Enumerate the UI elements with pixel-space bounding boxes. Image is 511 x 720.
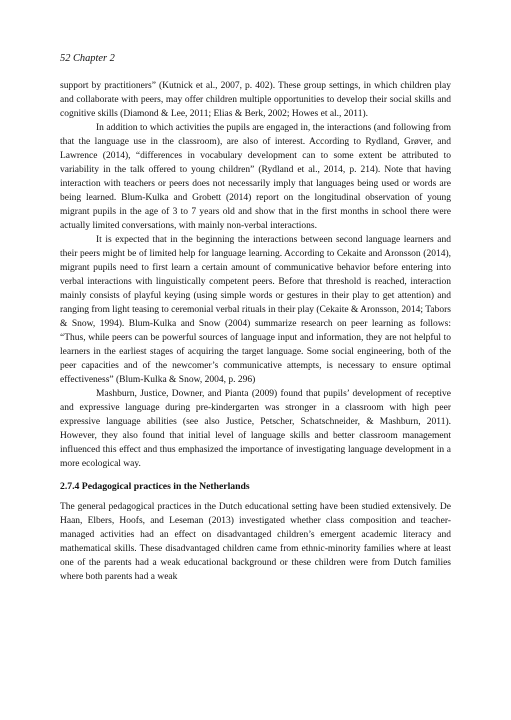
paragraph-interactions: In addition to which activities the pupils are engaged in, the interactions (and following from that the language use in the classroom), are also of interest. According to Rydland, Grøver, and Lawrence (2014), “differences in vocabulary development can to some extent be attributed to variability in the talk offered to young children” (Rydland et al., 2014, p. 214). Note that having interaction with teachers or peers does not necessarily imply that languages being used or words are being learned. Blum-Kulka and Grobett (2014) report on the longitudinal observation of young migrant pupils in the age of 3 to 7 years old and show that in the first months in school there were actually limited conversations, with mainly non-verbal interactions. xyxy=(60,123,451,231)
section-heading: 2.7.4 Pedagogical practices in the Netherlands xyxy=(60,481,250,492)
paragraph-second-language-learners: It is expected that in the beginning the interactions between second language learners and their peers might be of limited help for language learning. According to Cekaite and Aronsson (2014), migrant pupils need to first learn a certain amount of communicative behavior before entering into verbal interactions with linguistically competent peers. Before that threshold is reached, interaction mainly consists of playful keying (using simple words or gestures in their play to get attention) and ranging from light teasing to ceremonial verbal rituals in their play (Cekaite & Aronsson, 2014; Tabors & Snow, 1994). Blum-Kulka and Snow (2004) summarize research on peer learning as follows: “Thus, while peers can be powerful sources of language input and information, they are not helpful to learners in the earliest stages of acquiring the target language. Some social engineering, both of the peer capacities and of the newcomer’s communicative attempts, is necessary to ensure optimal effectiveness” (Blum-Kulka & Snow, 2004, p. 296) xyxy=(60,235,451,385)
paragraph-continuation: support by practitioners” (Kutnick et al., 2007, p. 402). These group settings, in which children play and collaborate with peers, may offer children multiple opportunities to develop their social skills and cognitive skills (Diamond & Lee, 2011; Elias & Berk, 2002; Howes et al., 2011). xyxy=(60,81,451,119)
running-head: 52 Chapter 2 xyxy=(60,53,115,64)
paragraph-mashburn: Mashburn, Justice, Downer, and Pianta (2009) found that pupils’ development of receptive and expressive language during pre-kindergarten was stronger in a classroom with high peer expressive language abilities (see also Justice, Petscher, Schatschneider, & Mashburn, 2011). However, they also found that initial level of language skills and better classroom management influenced this effect and thus emphasized the importance of investigating language development in a more ecological way. xyxy=(60,389,451,469)
paragraph-pedagogical-practices: The general pedagogical practices in the Dutch educational setting have been studied extensively. De Haan, Elbers, Hoofs, and Leseman (2013) investigated whether class composition and teacher-managed activities had an effect on disadvantaged children’s emergent academic literacy and mathematical skills. These disadvantaged children came from ethnic-minority families where at least one of the parents had a weak educational background or these children were from Dutch families where both parents had a weak xyxy=(60,502,451,582)
